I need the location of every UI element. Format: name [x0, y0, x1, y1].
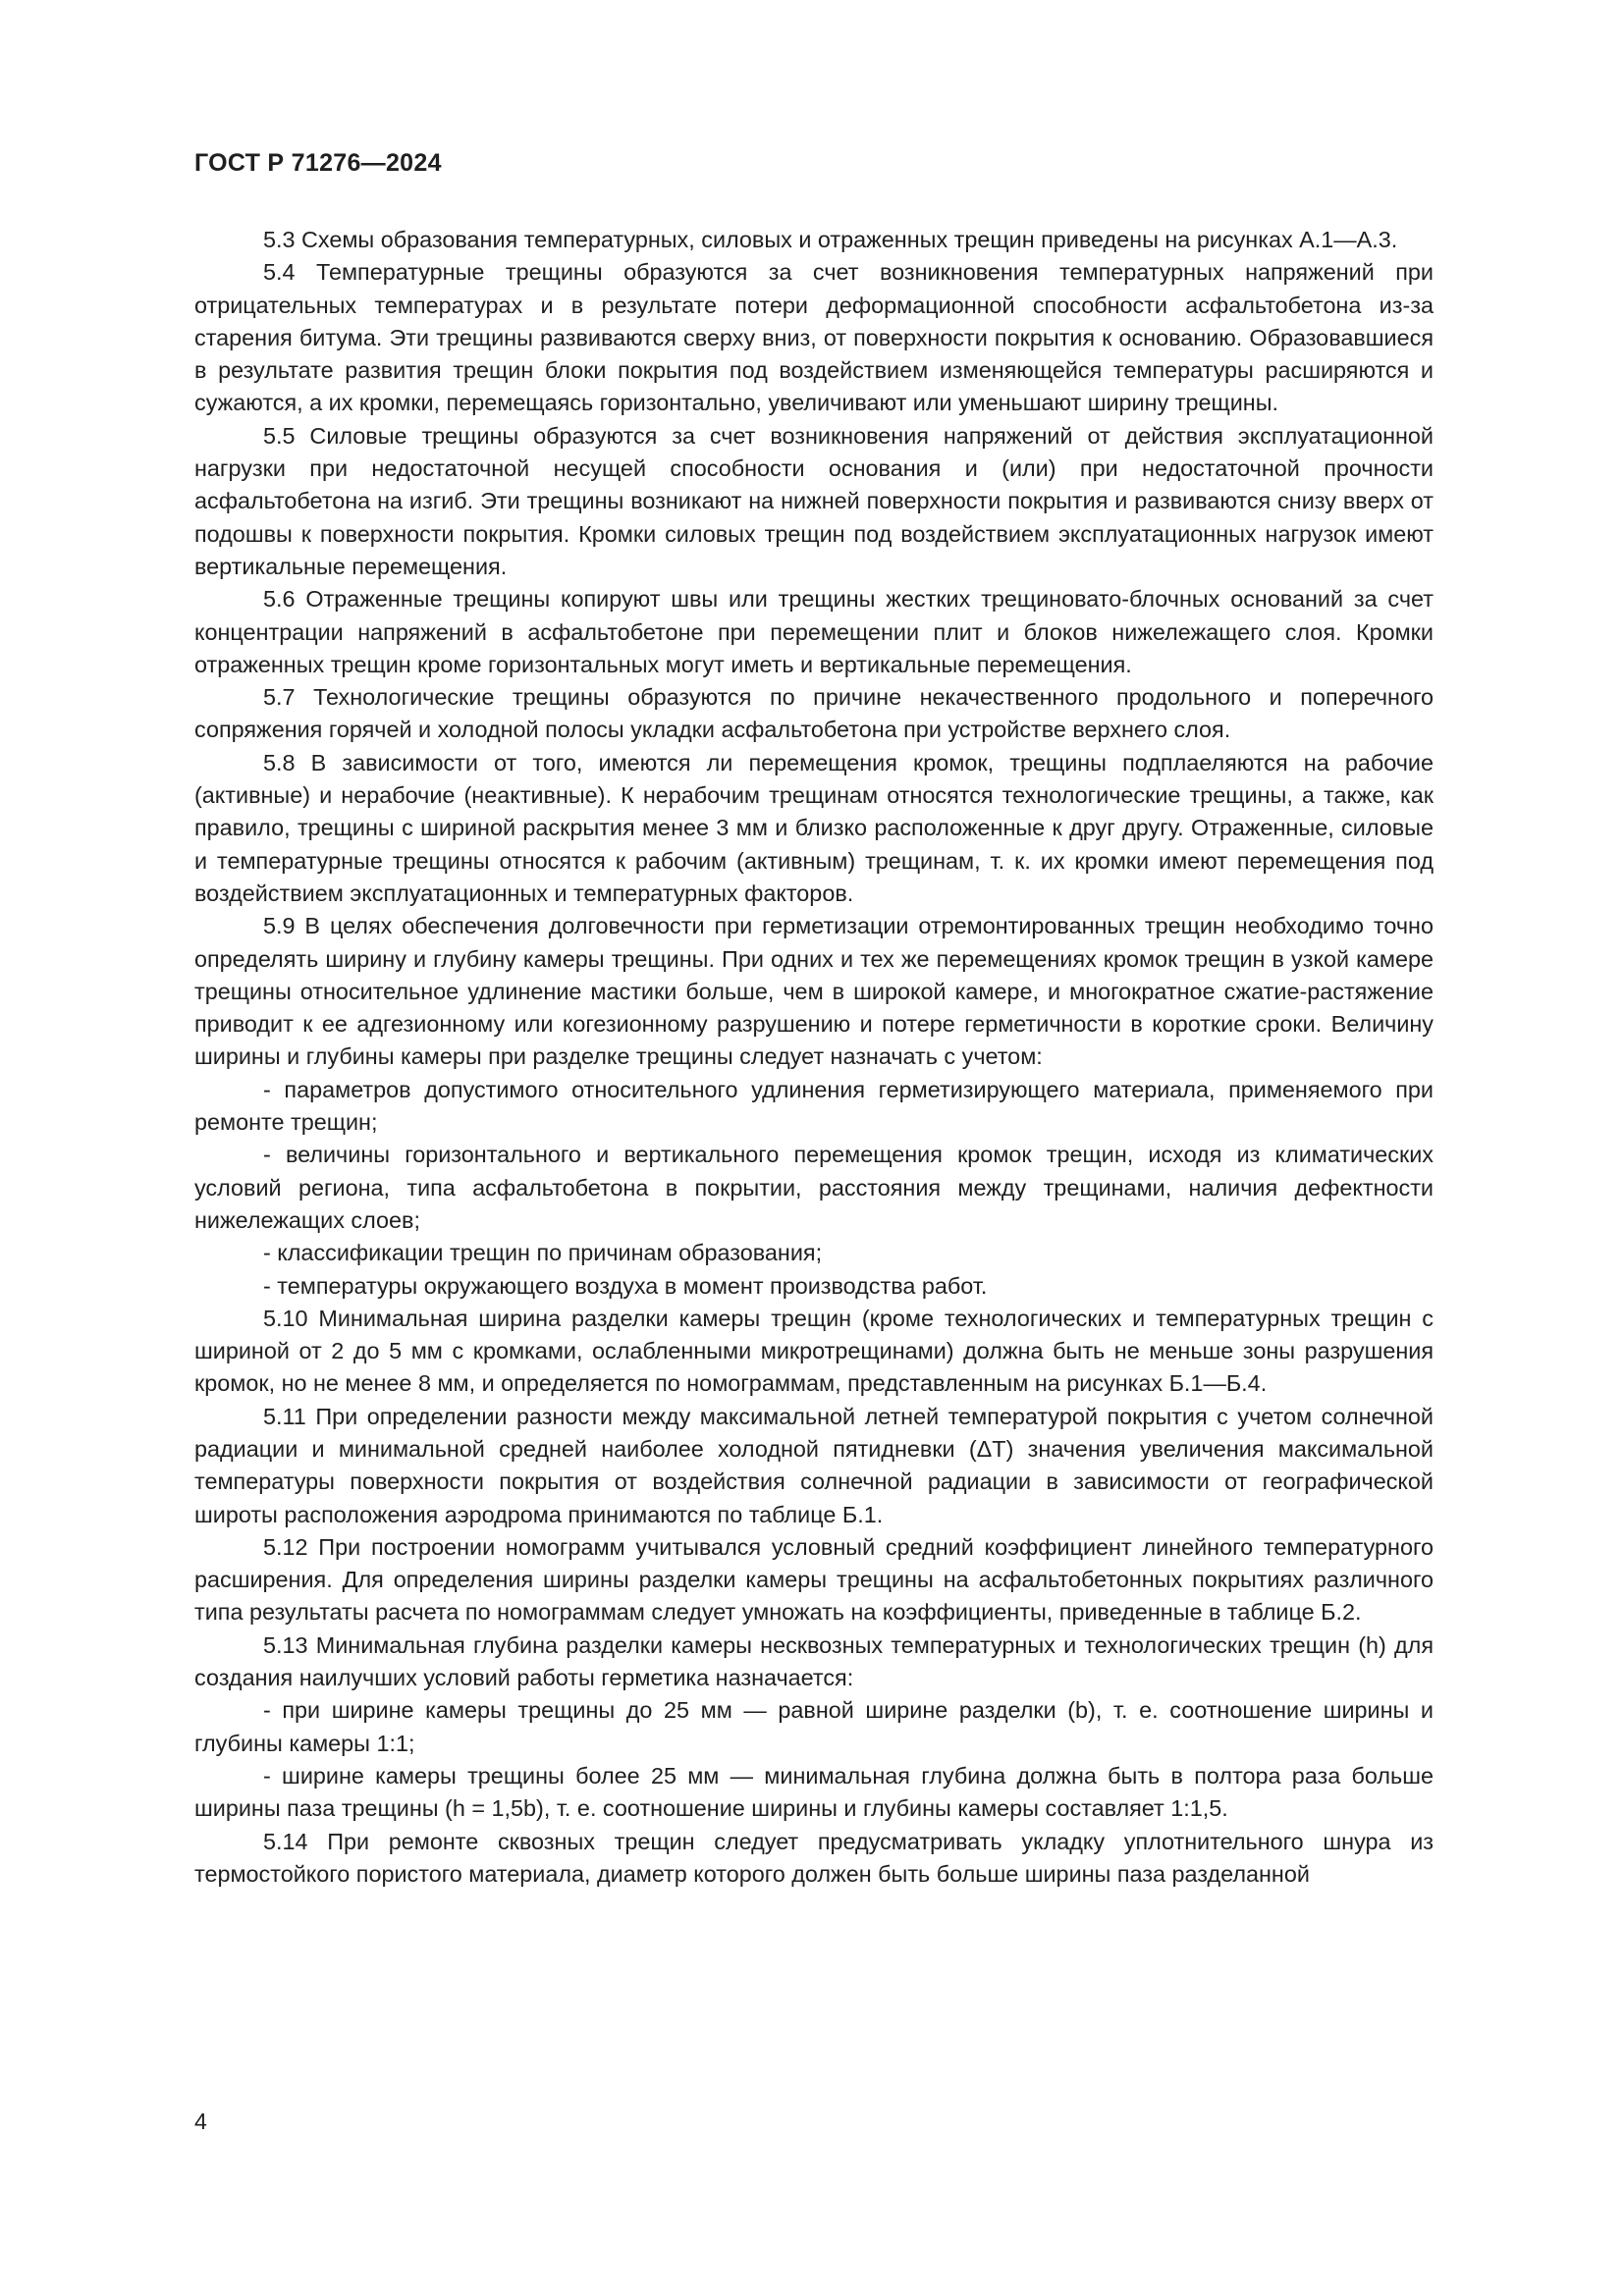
document-header: ГОСТ Р 71276—2024 [194, 149, 442, 177]
document-body [194, 224, 1434, 1891]
paragraph-5-3: 5.3 Схемы образования температурных, силовых и отраженных трещин приведены на рисунках А.1—А.3. [263, 227, 1398, 252]
paragraph-5-12: 5.12 При построении номограмм учитывался условный средний коэффициент линейного температурного расширения. Для определения ширины разделки камеры трещины на асфальтобетонных покрытиях различного типа результаты расчета по номограммам следует умножать на коэффициенты, приведенные в таблице Б.2. [194, 1533, 1434, 1626]
paragraph-5-11: 5.11 При определении разности между максимальной летней температурой покрытия с учетом солнечной радиации и минимальной средней наиболее холодной пятидневки (ΔT) значения увеличения максимальной температуры поверхности покрытия от воздействия солнечной радиации в зависимости от географической широты расположения аэродрома принимаются по таблице Б.1. [194, 1403, 1434, 1527]
list-item-displacement: - величины горизонтального и вертикального перемещения кромок трещин, исходя из климатических условий региона, типа асфальтобетона в покрытии, расстояния между трещинами, наличия дефектности нижележащих слоев; [194, 1142, 1434, 1233]
paragraph-5-10: 5.10 Минимальная ширина разделки камеры трещин (кроме технологических и температурных трещин с шириной от 2 до 5 мм с кромками, ослабленными микротрещинами) должна быть не меньше зоны разрушения кромок, но не менее 8 мм, и определяется по номограммам, представленным на рисунках Б.1—Б.4. [194, 1305, 1434, 1397]
paragraph-5-14: 5.14 При ремонте сквозных трещин следует предусматривать укладку уплотнительного шнура из термостойкого пористого материала, диаметр которого должен быть больше ширины паза разделанной [194, 1828, 1434, 1887]
list-item-width-over-25: - ширине камеры трещины более 25 мм — минимальная глубина должна быть в полтора раза больше ширины паза трещины (h = 1,5b), т. е. соотношение ширины и глубины камеры составляет 1:1,5. [194, 1762, 1434, 1822]
list-item-width-up-to-25: - при ширине камеры трещины до 25 мм — равной ширине разделки (b), т. е. соотношение ширины и глубины камеры 1:1; [194, 1697, 1434, 1756]
paragraph-5-8: 5.8 В зависимости от того, имеются ли перемещения кромок, трещины подплаеляются на рабочие (активные) и нерабочие (неактивные). К нерабочим трещинам относятся технологические трещины, а также, как правило, трещины с шириной раскрытия менее 3 мм и близко расположенные к друг другу. Отраженные, силовые и температурные трещины относятся к рабочим (активным) трещинам, т. к. их кромки имеют перемещения под воздействием эксплуатационных и температурных факторов. [194, 749, 1434, 906]
list-item-classification: - классификации трещин по причинам образования; [263, 1240, 823, 1266]
paragraph-5-6: 5.6 Отраженные трещины копируют швы или трещины жестких трещиновато-блочных оснований за счет концентрации напряжений в асфальтобетоне при перемещении плит и блоков нижележащего слоя. Кромки отраженных трещин кроме горизонтальных могут иметь и вертикальные перемещения. [194, 586, 1434, 677]
paragraph-5-5: 5.5 Силовые трещины образуются за счет возникновения напряжений от действия эксплуатационной нагрузки при недостаточной несущей способности основания и (или) при недостаточной прочности асфальтобетона на изгиб. Эти трещины возникают на нижней поверхности покрытия и развиваются снизу вверх от подошвы к поверхности покрытия. Кромки силовых трещин под воздействием эксплуатационных нагрузок имеют вертикальные перемещения. [194, 422, 1434, 579]
paragraph-5-7: 5.7 Технологические трещины образуются по причине некачественного продольного и поперечного сопряжения горячей и холодной полосы укладки асфальтобетона при устройстве верхнего слоя. [194, 684, 1434, 743]
page-number: 4 [194, 2109, 207, 2134]
list-item-air-temperature: - температуры окружающего воздуха в момент производства работ. [263, 1272, 988, 1299]
paragraph-5-13: 5.13 Минимальная глубина разделки камеры несквозных температурных и технологических трещин (h) для создания наилучших условий работы герметика назначается: [194, 1631, 1434, 1691]
paragraph-5-9: 5.9 В целях обеспечения долговечности при герметизации отремонтированных трещин необходимо точно определять ширину и глубину камеры трещины. При одних и тех же перемещениях кромок трещин в узкой камере трещины относительное удлинение мастики больше, чем в широкой камере, и многократное сжатие-растяжение приводит к ее адгезионному или когезионному разрушению и потере герметичности в короткие сроки. Величину ширины и глубины камеры при разделке трещины следует назначать с учетом: [194, 913, 1434, 1070]
paragraph-5-4: 5.4 Температурные трещины образуются за счет возникновения температурных напряжений при отрицательных температурах и в результате потери деформационной способности асфальтобетона из-за старения битума. Эти трещины развиваются сверху вниз, от поверхности покрытия к основанию. Образовавшиеся в результате развития трещин блоки покрытия под воздействием изменяющейся температуры расширяются и сужаются, а их кромки, перемещаясь горизонтально, увеличивают или уменьшают ширину трещины. [194, 259, 1434, 416]
list-item-elongation: - параметров допустимого относительного удлинения герметизирующего материала, применяемого при ремонте трещин; [194, 1076, 1434, 1136]
